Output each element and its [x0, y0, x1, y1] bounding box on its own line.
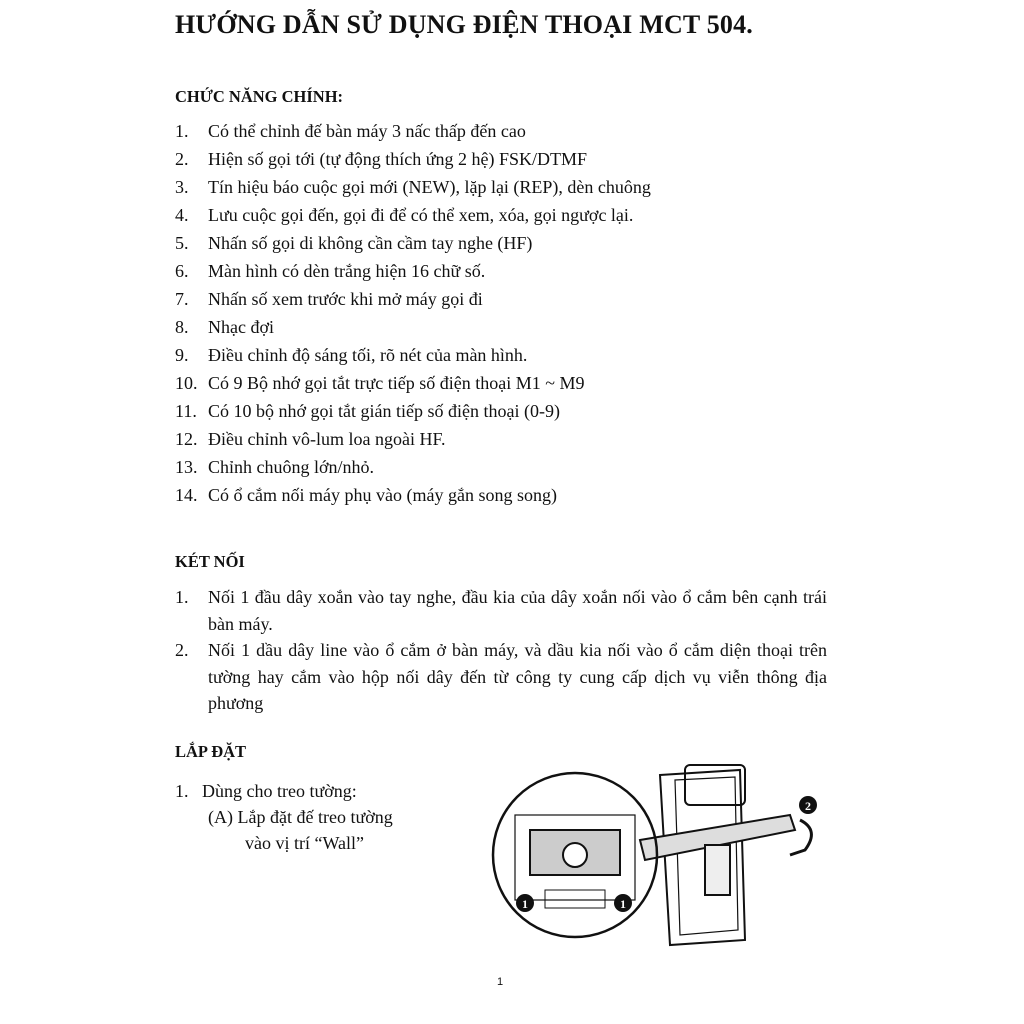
list-item — [175, 257, 651, 285]
list-item — [175, 285, 651, 313]
item-text: Nhấn số xem trước khi mở máy gọi đi — [208, 289, 483, 309]
list-item — [175, 637, 827, 717]
item-number: 8. — [175, 317, 189, 337]
list-item — [175, 145, 651, 173]
item-text: Điều chỉnh độ sáng tối, rõ nét của màn hình. — [208, 345, 528, 365]
item-text: Chỉnh chuông lớn/nhỏ. — [208, 457, 375, 477]
list-item — [175, 369, 651, 397]
installation-heading: LẮP ĐẶT — [175, 742, 247, 761]
step-1-label-left: 1 — [522, 897, 528, 911]
installation-item — [175, 778, 393, 856]
item-number: 2. — [175, 149, 189, 169]
step-1-label-right: 1 — [620, 897, 626, 911]
item-number: 12. — [175, 429, 198, 449]
item-number: 13. — [175, 457, 198, 477]
page-title: HƯỚNG DẪN SỬ DỤNG ĐIỆN THOẠI MCT 504. — [175, 10, 753, 39]
list-item — [175, 341, 651, 369]
features-heading: CHỨC NĂNG CHÍNH: — [175, 87, 344, 106]
sub-text-2: vào vị trí “Wall” — [245, 833, 365, 853]
item-text: Nhạc đợi — [208, 317, 274, 337]
item-number: 9. — [175, 345, 189, 365]
item-number: 4. — [175, 205, 189, 225]
item-text: Nối 1 dầu dây line vào ổ cắm ở bàn máy, và dầu kia nối vào ổ cắm diện thoại trên tường hay cắm vào hộp nối dây đến từ công ty cung cấp dịch vụ viễn thông địa phương — [208, 640, 827, 713]
list-item — [175, 173, 651, 201]
item-number: 1. — [175, 781, 189, 801]
item-number: 11. — [175, 401, 197, 421]
list-item — [175, 481, 651, 509]
item-number: 10. — [175, 373, 198, 393]
item-number: 1. — [175, 121, 189, 141]
list-item — [175, 201, 651, 229]
list-item — [175, 453, 651, 481]
connection-heading: KÉT NỐI — [175, 552, 245, 571]
item-number: 3. — [175, 177, 189, 197]
item-number: 14. — [175, 485, 198, 505]
sub-number: (A) — [208, 807, 233, 827]
item-text: Màn hình có dèn trắng hiện 16 chữ số. — [208, 261, 486, 281]
item-text: Dùng cho treo tường: — [202, 781, 357, 801]
wall-mount-illustration — [490, 755, 830, 955]
list-item — [175, 584, 827, 637]
item-number: 2. — [175, 640, 189, 660]
item-text: Có 10 bộ nhớ gọi tắt gián tiếp số điện thoại (0-9) — [208, 401, 560, 421]
item-text: Nối 1 đầu dây xoắn vào tay nghe, đầu kia của dây xoắn nối vào ổ cắm bên cạnh trái bàn máy. — [208, 587, 827, 634]
item-number: 6. — [175, 261, 189, 281]
list-item — [175, 117, 651, 145]
step-2-label: 2 — [805, 799, 811, 813]
item-number: 7. — [175, 289, 189, 309]
list-item — [175, 425, 651, 453]
item-number: 1. — [175, 587, 189, 607]
item-text: Có thể chỉnh đế bàn máy 3 nấc thấp đến cao — [208, 121, 526, 141]
item-text: Lưu cuộc gọi đến, gọi đi để có thể xem, xóa, gọi ngược lại. — [208, 205, 634, 225]
connection-list — [175, 584, 827, 717]
item-text: Điều chỉnh vô-lum loa ngoài HF. — [208, 429, 446, 449]
list-item — [175, 313, 651, 341]
list-item — [175, 229, 651, 257]
item-text: Tín hiệu báo cuộc gọi mới (NEW), lặp lại (REP), dèn chuông — [208, 177, 651, 197]
item-text: Có ổ cắm nối máy phụ vào (máy gắn song song) — [208, 485, 557, 505]
item-number: 5. — [175, 233, 189, 253]
item-text: Có 9 Bộ nhớ gọi tắt trực tiếp số điện thoại M1 ~ M9 — [208, 373, 585, 393]
page-number: 1 — [497, 976, 504, 988]
item-text: Hiện số gọi tới (tự động thích ứng 2 hệ) FSK/DTMF — [208, 149, 588, 169]
list-item — [175, 397, 651, 425]
features-list — [175, 117, 651, 509]
sub-text: Lắp đặt đế treo tường — [237, 807, 393, 827]
item-text: Nhấn số gọi di không cần cầm tay nghe (HF) — [208, 233, 533, 253]
